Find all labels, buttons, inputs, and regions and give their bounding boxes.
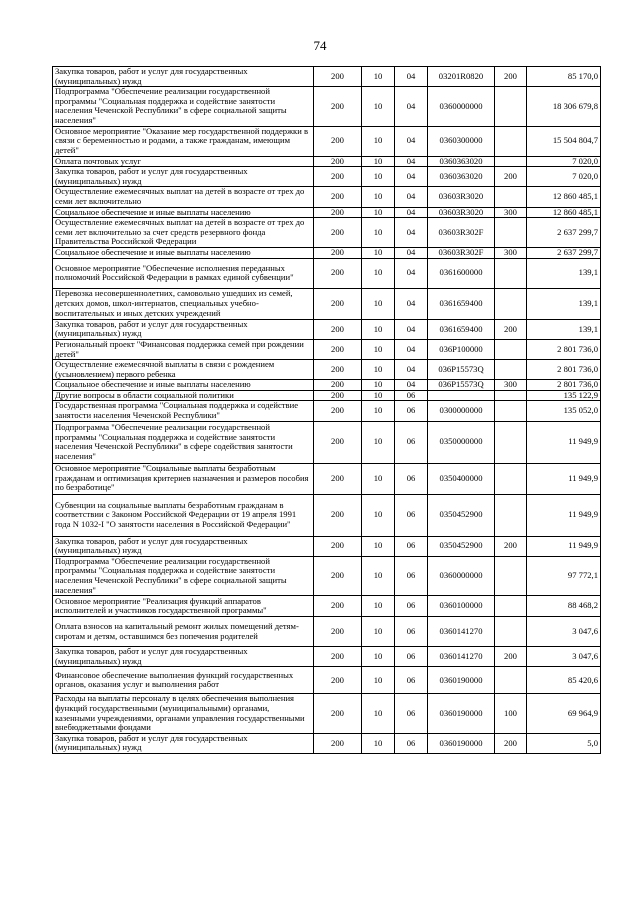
- razdel-cell: 10: [362, 617, 395, 647]
- amount-cell: 12 860 485,1: [527, 187, 601, 207]
- vr-cell: [495, 421, 527, 463]
- glava-cell: 200: [314, 167, 362, 187]
- csr-cell: 0350452900: [428, 494, 495, 536]
- vr-cell: [495, 494, 527, 536]
- row-name-cell: Осуществление ежемесячной выплаты в связи с рождением (усыновлением) первого ребенка: [53, 360, 314, 380]
- page-number: 74: [313, 38, 327, 53]
- razdel-cell: 10: [362, 401, 395, 421]
- amount-cell: 11 949,9: [527, 494, 601, 536]
- amount-cell: 11 949,9: [527, 536, 601, 556]
- amount-cell: 11 949,9: [527, 421, 601, 463]
- vr-cell: 200: [495, 733, 527, 753]
- vr-cell: [495, 339, 527, 359]
- csr-cell: 03603R302F: [428, 218, 495, 248]
- row-name-cell: Закупка товаров, работ и услуг для государственных (муниципальных) нужд: [53, 167, 314, 187]
- table-row: [53, 647, 601, 667]
- csr-cell: 0360363020: [428, 167, 495, 187]
- vr-cell: [495, 617, 527, 647]
- amount-cell: 97 772,1: [527, 556, 601, 595]
- csr-cell: 0360190000: [428, 733, 495, 753]
- podrazdel-cell: 04: [395, 360, 428, 380]
- table-row: [53, 494, 601, 536]
- vr-cell: [495, 463, 527, 494]
- vr-cell: 200: [495, 67, 527, 87]
- csr-cell: 0360300000: [428, 126, 495, 156]
- vr-cell: [495, 360, 527, 380]
- glava-cell: 200: [314, 339, 362, 359]
- row-name-cell: Осуществление ежемесячных выплат на детей в возрасте от трех до семи лет включительно: [53, 187, 314, 207]
- podrazdel-cell: 06: [395, 556, 428, 595]
- razdel-cell: 10: [362, 380, 395, 391]
- amount-cell: 135 052,0: [527, 401, 601, 421]
- amount-cell: 85 170,0: [527, 67, 601, 87]
- razdel-cell: 10: [362, 167, 395, 187]
- podrazdel-cell: 04: [395, 380, 428, 391]
- vr-cell: [495, 126, 527, 156]
- table-row: [53, 288, 601, 319]
- podrazdel-cell: 04: [395, 187, 428, 207]
- podrazdel-cell: 04: [395, 87, 428, 126]
- row-name-cell: Подпрограмма "Обеспечение реализации государственной программы "Социальная поддержка и содействие занятости населения Чеченской Республики" в сфере социальной защиты населения": [53, 556, 314, 595]
- vr-cell: [495, 87, 527, 126]
- glava-cell: 200: [314, 494, 362, 536]
- csr-cell: 0360141270: [428, 647, 495, 667]
- amount-cell: 18 306 679,8: [527, 87, 601, 126]
- podrazdel-cell: 04: [395, 67, 428, 87]
- glava-cell: 200: [314, 218, 362, 248]
- glava-cell: 200: [314, 733, 362, 753]
- razdel-cell: 10: [362, 248, 395, 259]
- vr-cell: [495, 401, 527, 421]
- table-row: [53, 248, 601, 259]
- vr-cell: [495, 187, 527, 207]
- table-row: [53, 67, 601, 87]
- table-row: [53, 421, 601, 463]
- vr-cell: 300: [495, 248, 527, 259]
- table-row: [53, 218, 601, 248]
- table-row: [53, 536, 601, 556]
- csr-cell: 0361600000: [428, 258, 495, 288]
- csr-cell: 0360000000: [428, 556, 495, 595]
- podrazdel-cell: 06: [395, 617, 428, 647]
- row-name-cell: Основное мероприятие "Оказание мер государственной поддержки в связи с беременностью и родами, а также гражданам, имеющим детей": [53, 126, 314, 156]
- table-row: [53, 380, 601, 391]
- glava-cell: 200: [314, 288, 362, 319]
- vr-cell: 100: [495, 694, 527, 733]
- razdel-cell: 10: [362, 67, 395, 87]
- podrazdel-cell: 06: [395, 463, 428, 494]
- row-name-cell: Подпрограмма "Обеспечение реализации государственной программы "Социальная поддержка и содействие занятости населения Чеченской Республики" в сфере содействия занятости населения": [53, 421, 314, 463]
- row-name-cell: Перевозка несовершеннолетних, самовольно ушедших из семей, детских домов, школ-интернатов, специальных учебно-воспитательных и иных детских учреждений: [53, 288, 314, 319]
- glava-cell: 200: [314, 156, 362, 167]
- row-name-cell: Закупка товаров, работ и услуг для государственных (муниципальных) нужд: [53, 536, 314, 556]
- glava-cell: 200: [314, 380, 362, 391]
- razdel-cell: 10: [362, 207, 395, 218]
- glava-cell: 200: [314, 536, 362, 556]
- podrazdel-cell: 04: [395, 207, 428, 218]
- podrazdel-cell: 04: [395, 339, 428, 359]
- vr-cell: [495, 556, 527, 595]
- row-name-cell: Социальное обеспечение и иные выплаты населению: [53, 248, 314, 259]
- podrazdel-cell: 04: [395, 126, 428, 156]
- podrazdel-cell: 06: [395, 596, 428, 617]
- glava-cell: 200: [314, 207, 362, 218]
- table-row: [53, 556, 601, 595]
- amount-cell: 5,0: [527, 733, 601, 753]
- row-name-cell: Финансовое обеспечение выполнения функций государственных органов, оказания услуг и выполнения работ: [53, 667, 314, 694]
- csr-cell: 0360363020: [428, 156, 495, 167]
- glava-cell: 200: [314, 187, 362, 207]
- razdel-cell: 10: [362, 667, 395, 694]
- csr-cell: 0360190000: [428, 694, 495, 733]
- razdel-cell: 10: [362, 156, 395, 167]
- csr-cell: 0350000000: [428, 421, 495, 463]
- glava-cell: 200: [314, 401, 362, 421]
- podrazdel-cell: 04: [395, 218, 428, 248]
- csr-cell: 0361659400: [428, 319, 495, 339]
- razdel-cell: 10: [362, 360, 395, 380]
- table-row: [53, 258, 601, 288]
- podrazdel-cell: 06: [395, 694, 428, 733]
- csr-cell: 03603R3020: [428, 187, 495, 207]
- vr-cell: 200: [495, 536, 527, 556]
- razdel-cell: 10: [362, 647, 395, 667]
- csr-cell: 0360100000: [428, 596, 495, 617]
- glava-cell: 200: [314, 87, 362, 126]
- row-name-cell: Подпрограмма "Обеспечение реализации государственной программы "Социальная поддержка и содействие занятости населения Чеченской Республики" в сфере социальной защиты населения": [53, 87, 314, 126]
- vr-cell: [495, 390, 527, 401]
- razdel-cell: 10: [362, 319, 395, 339]
- glava-cell: 200: [314, 421, 362, 463]
- glava-cell: 200: [314, 67, 362, 87]
- row-name-cell: Закупка товаров, работ и услуг для государственных (муниципальных) нужд: [53, 67, 314, 87]
- csr-cell: 03201R0820: [428, 67, 495, 87]
- razdel-cell: 10: [362, 187, 395, 207]
- amount-cell: 2 801 736,0: [527, 339, 601, 359]
- row-name-cell: Расходы на выплаты персоналу в целях обеспечения выполнения функций государственными (муниципальными) органами, казенными учреждениями, органами управления государственными внебюджетными фондами: [53, 694, 314, 733]
- razdel-cell: 10: [362, 694, 395, 733]
- razdel-cell: 10: [362, 556, 395, 595]
- table-row: [53, 596, 601, 617]
- amount-cell: 11 949,9: [527, 463, 601, 494]
- podrazdel-cell: 04: [395, 258, 428, 288]
- amount-cell: 139,1: [527, 288, 601, 319]
- budget-table: [52, 66, 601, 754]
- row-name-cell: Оплата почтовых услуг: [53, 156, 314, 167]
- podrazdel-cell: 04: [395, 248, 428, 259]
- table-row: [53, 339, 601, 359]
- csr-cell: [428, 390, 495, 401]
- csr-cell: 0360000000: [428, 87, 495, 126]
- csr-cell: 0300000000: [428, 401, 495, 421]
- table-row: [53, 167, 601, 187]
- podrazdel-cell: 04: [395, 288, 428, 319]
- glava-cell: 200: [314, 667, 362, 694]
- glava-cell: 200: [314, 126, 362, 156]
- glava-cell: 200: [314, 463, 362, 494]
- razdel-cell: 10: [362, 218, 395, 248]
- csr-cell: 0361659400: [428, 288, 495, 319]
- table-row: [53, 401, 601, 421]
- csr-cell: 0360190000: [428, 667, 495, 694]
- table-row: [53, 87, 601, 126]
- amount-cell: 88 468,2: [527, 596, 601, 617]
- vr-cell: [495, 156, 527, 167]
- amount-cell: 2 637 299,7: [527, 248, 601, 259]
- vr-cell: 200: [495, 319, 527, 339]
- csr-cell: 036P15573Q: [428, 380, 495, 391]
- amount-cell: 7 020,0: [527, 167, 601, 187]
- amount-cell: 2 801 736,0: [527, 380, 601, 391]
- vr-cell: [495, 288, 527, 319]
- row-name-cell: Региональный проект "Финансовая поддержка семей при рождении детей": [53, 339, 314, 359]
- vr-cell: 300: [495, 380, 527, 391]
- podrazdel-cell: 06: [395, 421, 428, 463]
- table-row: [53, 319, 601, 339]
- table-row: [53, 463, 601, 494]
- table-row: [53, 694, 601, 733]
- podrazdel-cell: 06: [395, 401, 428, 421]
- row-name-cell: Социальное обеспечение и иные выплаты населению: [53, 207, 314, 218]
- razdel-cell: 10: [362, 288, 395, 319]
- vr-cell: [495, 218, 527, 248]
- table-row: [53, 156, 601, 167]
- razdel-cell: 10: [362, 463, 395, 494]
- podrazdel-cell: 04: [395, 156, 428, 167]
- glava-cell: 200: [314, 647, 362, 667]
- podrazdel-cell: 06: [395, 733, 428, 753]
- glava-cell: 200: [314, 694, 362, 733]
- vr-cell: 300: [495, 207, 527, 218]
- table-row: [53, 390, 601, 401]
- razdel-cell: 10: [362, 390, 395, 401]
- row-name-cell: Закупка товаров, работ и услуг для государственных (муниципальных) нужд: [53, 733, 314, 753]
- csr-cell: 03603R3020: [428, 207, 495, 218]
- razdel-cell: 10: [362, 536, 395, 556]
- table-row: [53, 617, 601, 647]
- glava-cell: 200: [314, 319, 362, 339]
- table-row: [53, 667, 601, 694]
- table-row: [53, 187, 601, 207]
- glava-cell: 200: [314, 596, 362, 617]
- glava-cell: 200: [314, 248, 362, 259]
- table-row: [53, 207, 601, 218]
- razdel-cell: 10: [362, 126, 395, 156]
- glava-cell: 200: [314, 556, 362, 595]
- podrazdel-cell: 04: [395, 167, 428, 187]
- razdel-cell: 10: [362, 87, 395, 126]
- razdel-cell: 10: [362, 339, 395, 359]
- razdel-cell: 10: [362, 596, 395, 617]
- amount-cell: 2 801 736,0: [527, 360, 601, 380]
- amount-cell: 139,1: [527, 319, 601, 339]
- podrazdel-cell: 06: [395, 390, 428, 401]
- row-name-cell: Другие вопросы в области социальной политики: [53, 390, 314, 401]
- csr-cell: 0350452900: [428, 536, 495, 556]
- csr-cell: 036P15573Q: [428, 360, 495, 380]
- csr-cell: 0350400000: [428, 463, 495, 494]
- podrazdel-cell: 04: [395, 319, 428, 339]
- razdel-cell: 10: [362, 258, 395, 288]
- amount-cell: 2 637 299,7: [527, 218, 601, 248]
- glava-cell: 200: [314, 617, 362, 647]
- podrazdel-cell: 06: [395, 536, 428, 556]
- row-name-cell: Государственная программа "Социальная поддержка и содействие занятости населения Чеченской Республики": [53, 401, 314, 421]
- amount-cell: 7 020,0: [527, 156, 601, 167]
- row-name-cell: Закупка товаров, работ и услуг для государственных (муниципальных) нужд: [53, 647, 314, 667]
- table-row: [53, 126, 601, 156]
- row-name-cell: Основное мероприятие "Обеспечение исполнения переданных полномочий Российской Федерации в рамках единой субвенции": [53, 258, 314, 288]
- table-row: [53, 360, 601, 380]
- vr-cell: [495, 667, 527, 694]
- glava-cell: 200: [314, 258, 362, 288]
- amount-cell: 85 420,6: [527, 667, 601, 694]
- amount-cell: 69 964,9: [527, 694, 601, 733]
- row-name-cell: Оплата взносов на капитальный ремонт жилых помещений детям-сиротам и детям, оставшимся без попечения родителей: [53, 617, 314, 647]
- row-name-cell: Социальное обеспечение и иные выплаты населению: [53, 380, 314, 391]
- razdel-cell: 10: [362, 494, 395, 536]
- row-name-cell: Закупка товаров, работ и услуг для государственных (муниципальных) нужд: [53, 319, 314, 339]
- amount-cell: 12 860 485,1: [527, 207, 601, 218]
- row-name-cell: Субвенции на социальные выплаты безработным гражданам в соответствии с Законом Российской Федерации от 19 апреля 1991 года N 1032-I "О занятости населения в Российской Федерации": [53, 494, 314, 536]
- csr-cell: 0360141270: [428, 617, 495, 647]
- podrazdel-cell: 06: [395, 647, 428, 667]
- row-name-cell: Основное мероприятие "Социальные выплаты безработным гражданам и оптимизация критериев назначения и размеров пособия по безработице": [53, 463, 314, 494]
- csr-cell: 036P100000: [428, 339, 495, 359]
- amount-cell: 3 047,6: [527, 647, 601, 667]
- vr-cell: 200: [495, 647, 527, 667]
- razdel-cell: 10: [362, 421, 395, 463]
- glava-cell: 200: [314, 360, 362, 380]
- table-row: [53, 733, 601, 753]
- amount-cell: 15 504 804,7: [527, 126, 601, 156]
- amount-cell: 139,1: [527, 258, 601, 288]
- amount-cell: 135 122,9: [527, 390, 601, 401]
- podrazdel-cell: 06: [395, 667, 428, 694]
- row-name-cell: Осуществление ежемесячных выплат на детей в возрасте от трех до семи лет включительно за счет средств резервного фонда Правительства Российской Федерации: [53, 218, 314, 248]
- glava-cell: 200: [314, 390, 362, 401]
- vr-cell: 200: [495, 167, 527, 187]
- amount-cell: 3 047,6: [527, 617, 601, 647]
- vr-cell: [495, 258, 527, 288]
- csr-cell: 03603R302F: [428, 248, 495, 259]
- vr-cell: [495, 596, 527, 617]
- razdel-cell: 10: [362, 733, 395, 753]
- budget-table-body: [53, 67, 601, 754]
- row-name-cell: Основное мероприятие "Реализация функций аппаратов исполнителей и участников государственной программы": [53, 596, 314, 617]
- podrazdel-cell: 06: [395, 494, 428, 536]
